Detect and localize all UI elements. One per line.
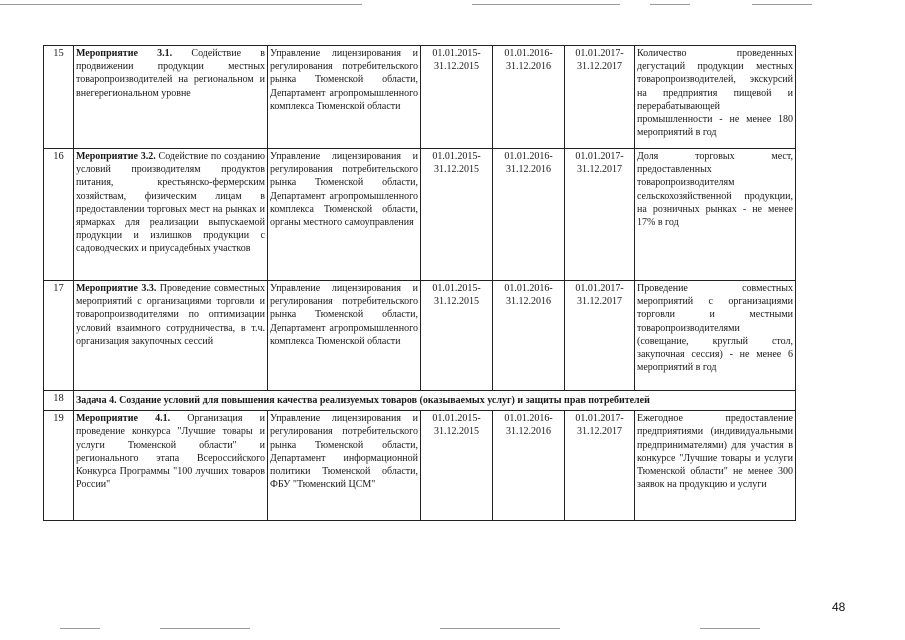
scan-edge-line xyxy=(752,4,812,5)
event-text: Содействие в продвижении продукции местных товаропроизводителей на региональном и внегерегиональном уровне xyxy=(76,48,265,99)
executor-cell: Управление лицензирования и регулирования потребительского рынка Тюменской области, Департамент агропромышленного комплекса Тюменской области xyxy=(268,281,421,391)
result-cell: Доля торговых мест, предоставленных товаропроизводителям сельскохозяйственной продукции, на розничных рынках - не менее 17% в год xyxy=(635,149,796,281)
period-cell: 01.01.2017-31.12.2017 xyxy=(565,46,635,149)
event-text: Содействие по созданию условий производителям продуктов питания, крестьянско-фермерским хозяйствам, физическим лицам в предоставлении торговых мест на рынках и ярмарках для реализации выпускаемой продукции и излишков продукции с садоводческих и приусадебных участков xyxy=(76,151,265,255)
scan-edge-line xyxy=(440,628,560,629)
event-cell xyxy=(74,281,268,391)
row-number: 17 xyxy=(44,281,74,391)
page-number: 48 xyxy=(832,600,846,614)
row-number: 19 xyxy=(44,411,74,521)
scan-edge-line xyxy=(472,4,620,5)
period-cell: 01.01.2017-31.12.2017 xyxy=(565,149,635,281)
event-cell xyxy=(74,149,268,281)
executor-cell: Управление лицензирования и регулирования потребительского рынка Тюменской области, Департамент информационной политики Тюменской области, ФБУ "Тюменский ЦСМ" xyxy=(268,411,421,521)
period-cell: 01.01.2016-31.12.2016 xyxy=(493,411,565,521)
row-number: 15 xyxy=(44,46,74,149)
scan-edge-line xyxy=(700,628,760,629)
row-number: 18 xyxy=(44,391,74,411)
event-title: Мероприятие 3.1. xyxy=(76,48,173,59)
event-title: Мероприятие 3.2. xyxy=(76,151,156,162)
table-row xyxy=(44,149,796,281)
period-cell: 01.01.2017-31.12.2017 xyxy=(565,411,635,521)
event-cell xyxy=(74,411,268,521)
table-row xyxy=(44,281,796,391)
task-heading: Задача 4. Создание условий для повышения качества реализуемых товаров (оказываемых услуг) и защиты прав потребителей xyxy=(74,391,796,411)
period-cell: 01.01.2016-31.12.2016 xyxy=(493,149,565,281)
period-cell: 01.01.2015-31.12.2015 xyxy=(421,281,493,391)
event-title: Мероприятие 4.1. xyxy=(76,413,171,425)
task-row xyxy=(44,391,796,411)
result-cell: Ежегодное предоставление предприятиями (индивидуальными предпринимателями) для участия в конкурсе "Лучшие товары и услуги Тюменской области" не менее 300 заявок на продукцию и услуги xyxy=(635,411,796,521)
period-cell: 01.01.2015-31.12.2015 xyxy=(421,149,493,281)
scan-edge-line xyxy=(60,628,100,629)
activities-table xyxy=(43,45,796,521)
period-cell: 01.01.2015-31.12.2015 xyxy=(421,46,493,149)
period-cell: 01.01.2015-31.12.2015 xyxy=(421,411,493,521)
executor-cell: Управление лицензирования и регулирования потребительского рынка Тюменской области, Департамент агропромышленного комплекса Тюменской области, органы местного самоуправления xyxy=(268,149,421,281)
event-text: Проведение совместных мероприятий с организациями торговли и товаропроизводителями по оптимизации условий взаимного сотрудничества, в т.ч. организация закупочных сессий xyxy=(76,283,265,347)
period-cell: 01.01.2017-31.12.2017 xyxy=(565,281,635,391)
table-row xyxy=(44,46,796,149)
scan-edge-line xyxy=(650,4,690,5)
row-number: 16 xyxy=(44,149,74,281)
result-cell: Проведение совместных мероприятий с организациями торговли и местными товаропроизводителями (совещание, круглый стол, закупочная сессия) - не менее 6 мероприятий в год xyxy=(635,281,796,391)
result-cell: Количество проведенных дегустаций продукции местных товаропроизводителей, экскурсий на предприятия пищевой и перерабатывающей промышленности - не менее 180 мероприятий в год xyxy=(635,46,796,149)
scan-edge-line xyxy=(160,628,250,629)
executor-cell: Управление лицензирования и регулирования потребительского рынка Тюменской области, Департамент агропромышленного комплекса Тюменской области xyxy=(268,46,421,149)
scan-edge-line xyxy=(0,4,362,5)
event-text: Организация и проведение конкурса "Лучшие товары и услуги Тюменской области" и регионального этапа Всероссийского Конкурса Программы "100 лучших товаров России" xyxy=(76,413,265,491)
period-cell: 01.01.2016-31.12.2016 xyxy=(493,281,565,391)
event-title: Мероприятие 3.3. xyxy=(76,283,157,294)
table-row xyxy=(44,411,796,521)
event-cell xyxy=(74,46,268,149)
period-cell: 01.01.2016-31.12.2016 xyxy=(493,46,565,149)
